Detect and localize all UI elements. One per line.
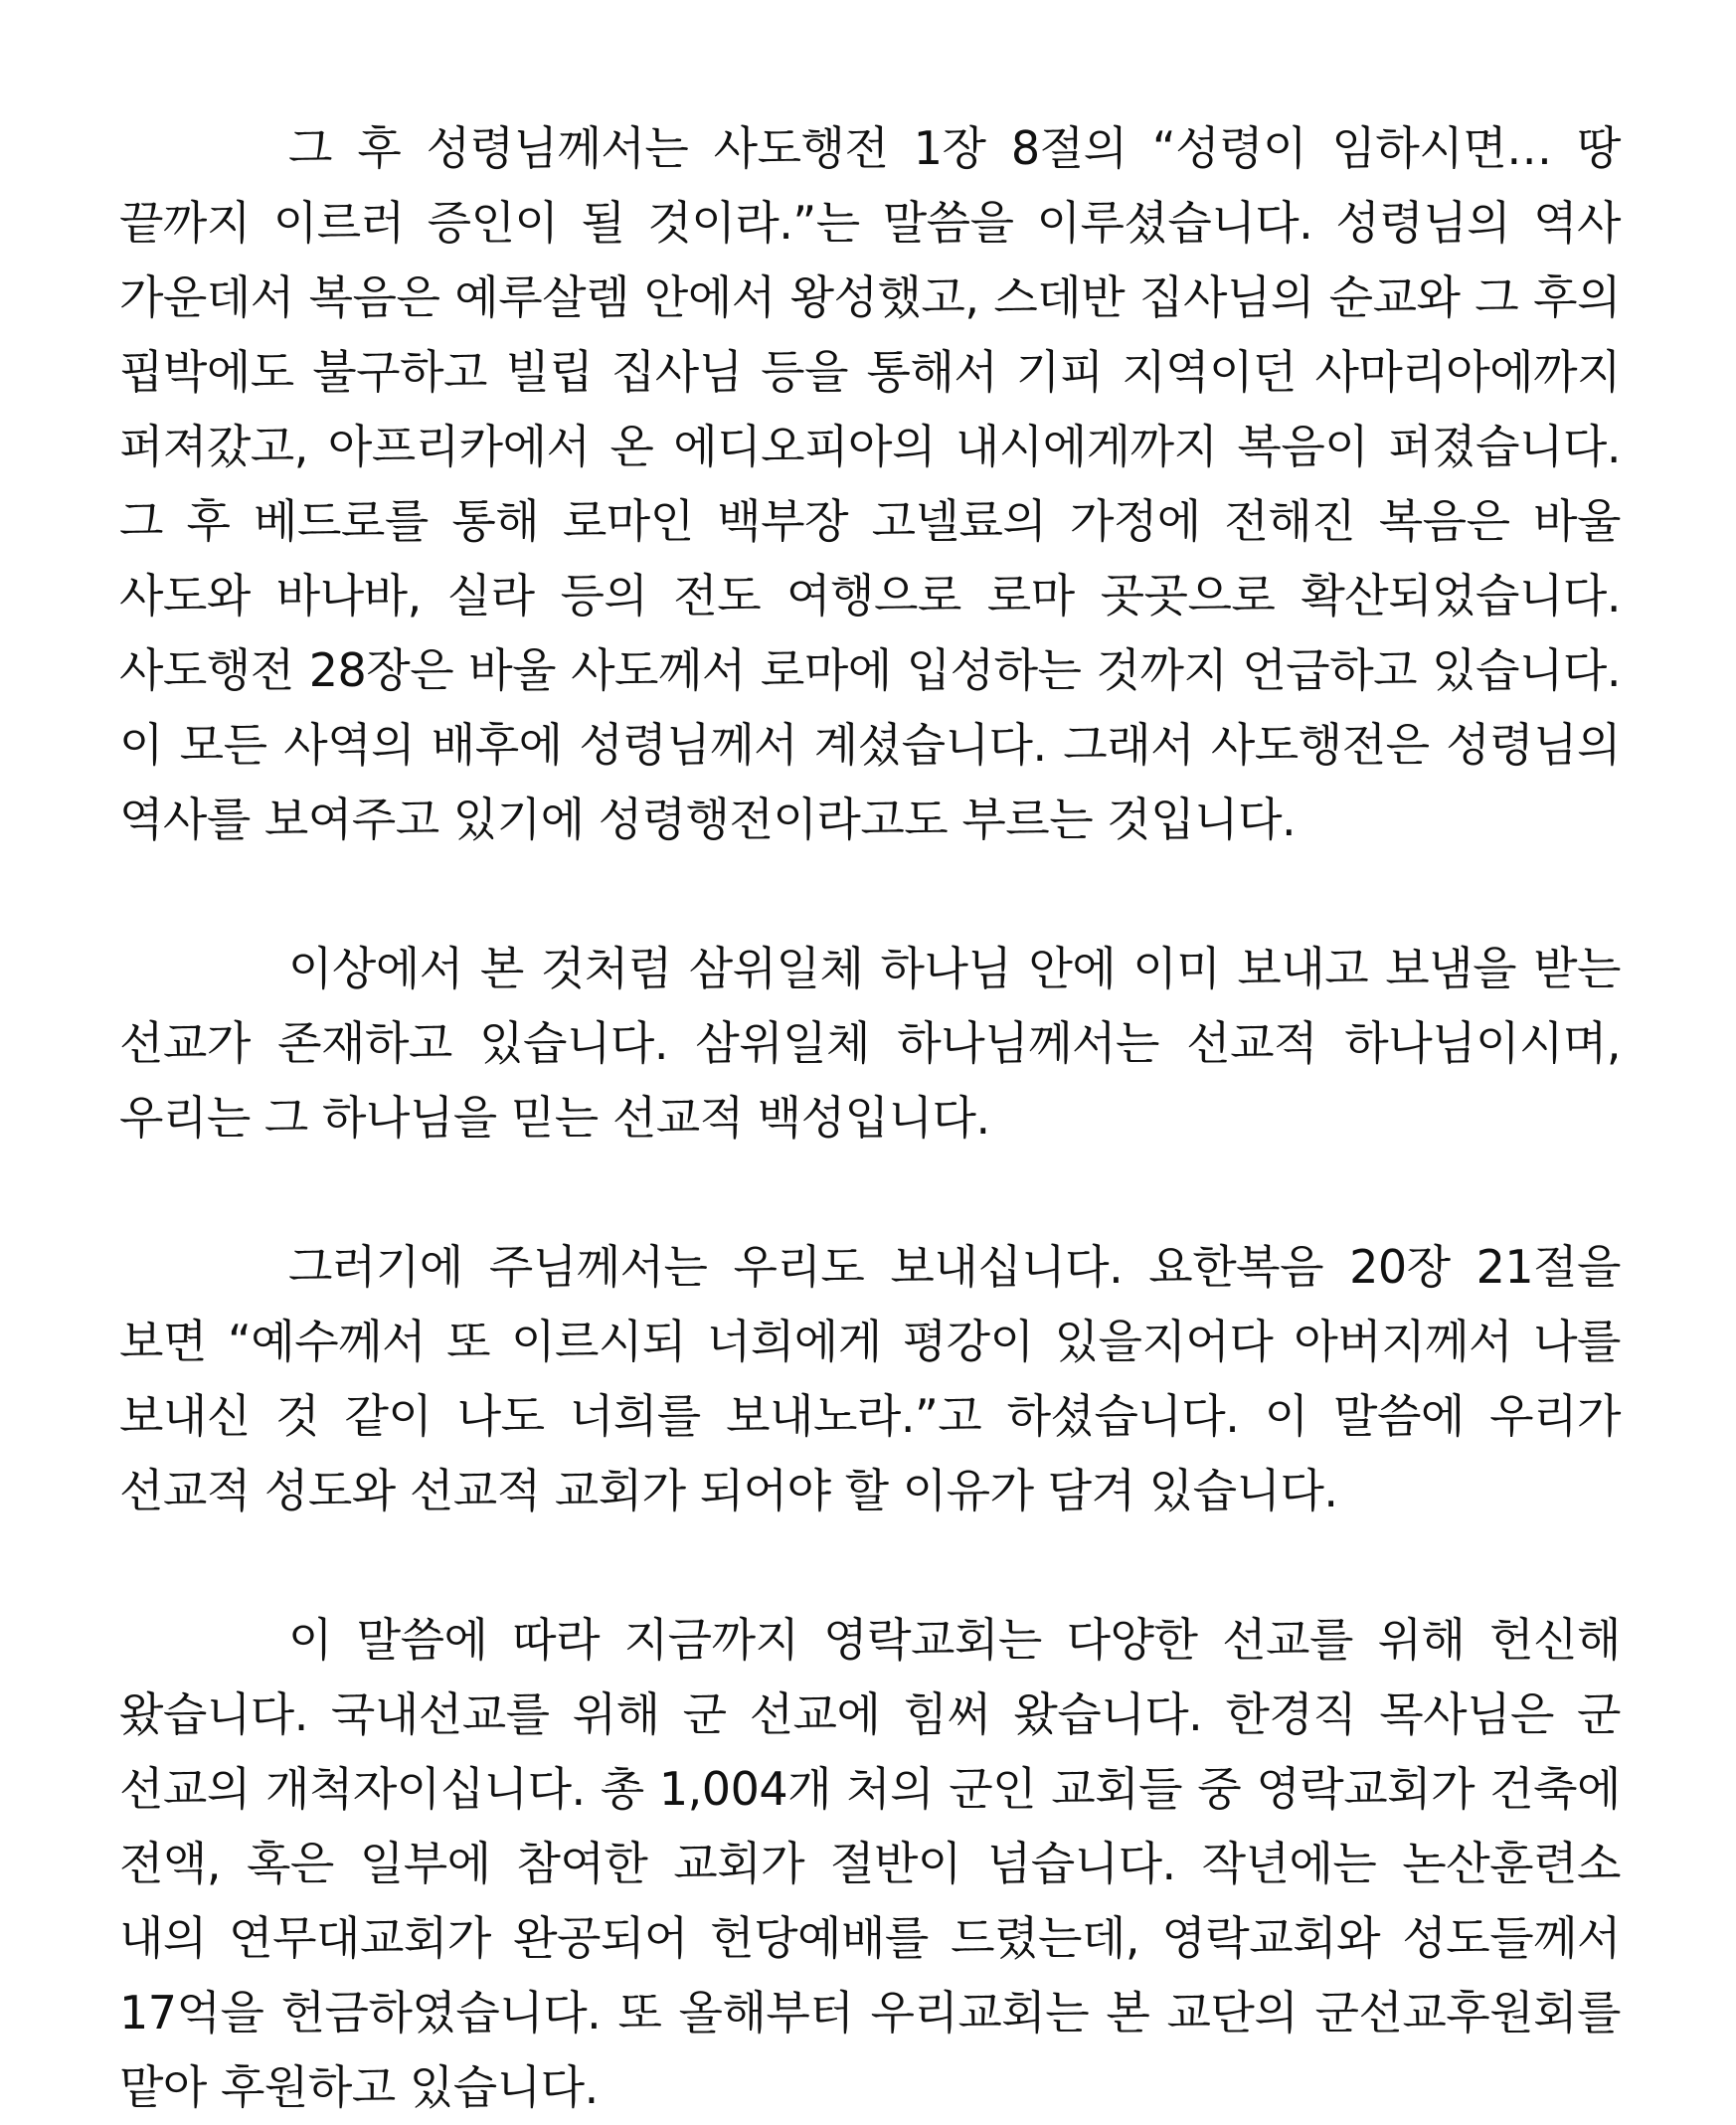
document-page [119, 111, 1621, 2125]
paragraph-sent-by-lord: 그러기에 주님께서는 우리도 보내십니다. 요한복음 20장 21절을 보면 “예수께서 또 이르시되 너희에게 평강이 있을지어다 아버지께서 나를 보내신 것 같이 나도 너희를 보내노라.”고 하셨습니다. 이 말씀에 우리가 선교적 성도와 선교적 교회가 되어야 할 이유가 담겨 있습니다. [119, 1240, 1621, 1517]
paragraph-trinity-mission: 이상에서 본 것처럼 삼위일체 하나님 안에 이미 보내고 보냄을 받는 선교가 존재하고 있습니다. 삼위일체 하나님께서는 선교적 하나님이시며, 우리는 그 하나님을 믿는 선교적 백성입니다. [119, 942, 1621, 1145]
paragraph-youngnak-mission: 이 말씀에 따라 지금까지 영락교회는 다양한 선교를 위해 헌신해 왔습니다. 국내선교를 위해 군 선교에 힘써 왔습니다. 한경직 목사님은 군 선교의 개척자이십니다. 총 1,004개 처의 군인 교회들 중 영락교회가 건축에 전액, 혹은 일부에 참여한 교회가 절반이 넘습니다. 작년에는 논산훈련소 내의 연무대교회가 완공되어 헌당예배를 드렸는데, 영락교회와 성도들께서 17억을 헌금하였습니다. 또 올해부터 우리교회는 본 교단의 군선교후원회를 맡아 후원하고 있습니다. [119, 1613, 1621, 2114]
paragraph-holy-spirit-acts: 그 후 성령님께서는 사도행전 1장 8절의 “성령이 임하시면… 땅 끝까지 이르러 증인이 될 것이라.”는 말씀을 이루셨습니다. 성령님의 역사 가운데서 복음은 예루살렘 안에서 왕성했고, 스데반 집사님의 순교와 그 후의 핍박에도 불구하고 빌립 집사님 등을 통해서 기피 지역이던 사마리아에까지 퍼져갔고, 아프리카에서 온 에디오피아의 내시에게까지 복음이 퍼졌습니다. 그 후 베드로를 통해 로마인 백부장 고넬료의 가정에 전해진 복음은 바울 사도와 바나바, 실라 등의 전도 여행으로 로마 곳곳으로 확산되었습니다. 사도행전 28장은 바울 사도께서 로마에 입성하는 것까지 언급하고 있습니다. 이 모든 사역의 배후에 성령님께서 계셨습니다. 그래서 사도행전은 성령님의 역사를 보여주고 있기에 성령행전이라고도 부르는 것입니다. [119, 121, 1621, 846]
